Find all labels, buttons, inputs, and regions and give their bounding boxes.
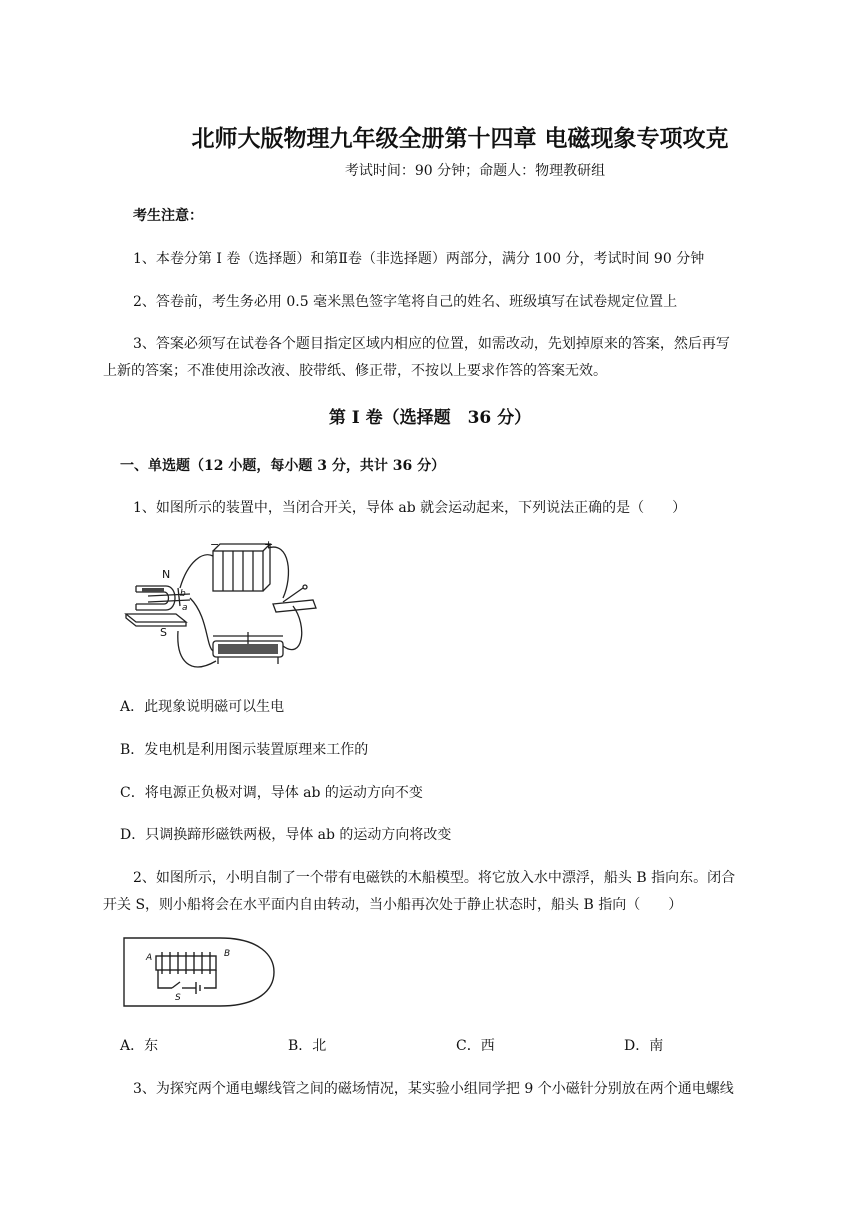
- notice-item-2: 2、答卷前，考生务必用 0.5 毫米黑色签字笔将自己的姓名、班级填写在试卷规定位置上: [133, 294, 678, 310]
- q1-label-minus: −: [210, 538, 220, 551]
- q2-option-a: A．东: [120, 1038, 159, 1054]
- q2-boat-figure: [120, 934, 280, 1010]
- q1-label-a: a: [182, 603, 188, 613]
- q1-label-n: N: [162, 568, 171, 581]
- q3-stem: 3、为探究两个通电螺线管之间的磁场情况，某实验小组同学把 9 个小磁针分别放在两个通电螺线: [133, 1081, 734, 1097]
- part-heading: 一、单选题（12 小题，每小题 3 分，共计 36 分）: [120, 458, 446, 474]
- q2-stem-line1: 2、如图所示，小明自制了一个带有电磁铁的木船模型。将它放入水中漂浮，船头 B 指向东。闭合: [133, 870, 736, 886]
- notice-item-3: 3、答案必须写在试卷各个题目指定区域内相应的位置，如需改动，先划掉原来的答案，然后再写: [133, 336, 730, 352]
- q1-option-b: B．发电机是利用图示装置原理来工作的: [120, 742, 369, 758]
- q1-circuit-figure: [118, 536, 328, 676]
- q1-label-b: b: [180, 589, 186, 599]
- q2-option-b: B．北: [288, 1038, 327, 1054]
- q2-label-s: S: [175, 993, 181, 1003]
- q2-option-c: C．西: [456, 1038, 495, 1054]
- q2-label-b: B: [224, 949, 231, 959]
- q1-label-plus: +: [264, 538, 274, 551]
- page-title: 北师大版物理九年级全册第十四章 电磁现象专项攻克: [191, 126, 729, 152]
- q1-stem: 1、如图所示的装置中，当闭合开关，导体 ab 就会运动起来，下列说法正确的是（ ）: [133, 500, 687, 516]
- q1-option-a: A．此现象说明磁可以生电: [120, 699, 285, 715]
- notice-item-3-cont: 上新的答案；不准使用涂改液、胶带纸、修正带，不按以上要求作答的答案无效。: [103, 363, 607, 379]
- notice-heading: 考生注意：: [133, 208, 203, 224]
- q1-option-c: C．将电源正负极对调，导体 ab 的运动方向不变: [120, 785, 423, 801]
- q2-option-d: D．南: [624, 1038, 664, 1054]
- exam-info: 考试时间：90 分钟；命题人：物理教研组: [344, 163, 606, 179]
- q2-stem-line2: 开关 S，则小船将会在水平面内自由转动，当小船再次处于静止状态时，船头 B 指向（ ）: [103, 897, 683, 913]
- section-title: 第 I 卷（选择题 36 分）: [328, 408, 532, 428]
- q1-option-d: D．只调换蹄形磁铁两极，导体 ab 的运动方向将改变: [120, 827, 452, 843]
- notice-item-1: 1、本卷分第 I 卷（选择题）和第Ⅱ卷（非选择题）两部分，满分 100 分，考试时间 90 分钟: [133, 251, 705, 267]
- q2-label-a: A: [146, 953, 153, 963]
- q1-label-s: S: [160, 626, 167, 639]
